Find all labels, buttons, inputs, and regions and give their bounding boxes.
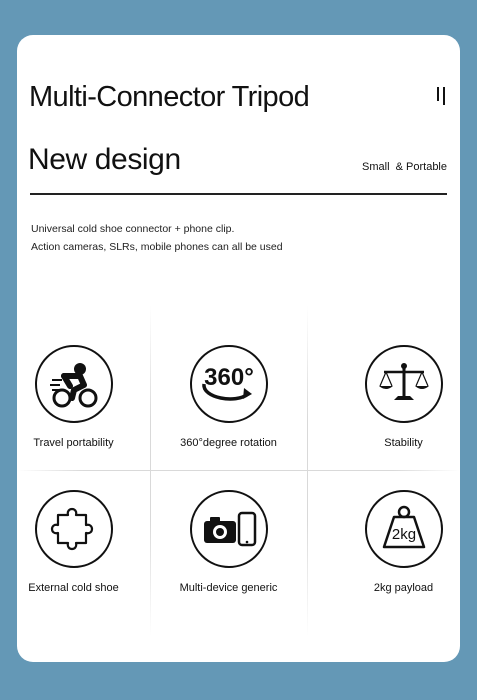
rotation-badge: 360° <box>203 364 254 391</box>
feature-label: Stability <box>384 437 423 449</box>
camera-phone-icon <box>190 490 268 568</box>
feature-label: 360°degree rotation <box>180 437 277 449</box>
feature-grid <box>17 305 460 637</box>
divider <box>30 193 447 195</box>
page-title: Multi-Connector Tripod <box>29 81 310 113</box>
product-card <box>17 35 460 662</box>
grid-divider <box>307 305 308 637</box>
description-line-2: Action cameras, SLRs, mobile phones can all be used <box>31 241 283 253</box>
weight-icon <box>365 490 443 568</box>
feature-travel-portability <box>17 345 147 495</box>
description-line-1: Universal cold shoe connector + phone clip. <box>31 223 235 235</box>
feature-multi-device <box>155 490 302 640</box>
feature-360-rotation <box>155 345 302 495</box>
grid-divider <box>150 305 151 637</box>
description <box>31 220 283 256</box>
feature-label: Multi-device generic <box>179 582 278 594</box>
feature-stability <box>330 345 460 495</box>
rotation-360-icon <box>190 345 268 423</box>
balance-scale-icon <box>365 345 443 423</box>
tagline: Small & Portable <box>362 161 447 173</box>
feature-label: 2kg payload <box>373 582 434 594</box>
puzzle-piece-icon <box>35 490 113 568</box>
page-subtitle: New design <box>28 143 181 176</box>
feature-label: External cold shoe <box>28 582 119 594</box>
feature-label: Travel portability <box>33 437 114 449</box>
weight-badge: 2kg <box>391 526 416 543</box>
feature-2kg-payload <box>330 490 460 640</box>
double-bar-icon <box>435 87 447 105</box>
feature-external-cold-shoe <box>17 490 147 640</box>
cycling-icon <box>35 345 113 423</box>
